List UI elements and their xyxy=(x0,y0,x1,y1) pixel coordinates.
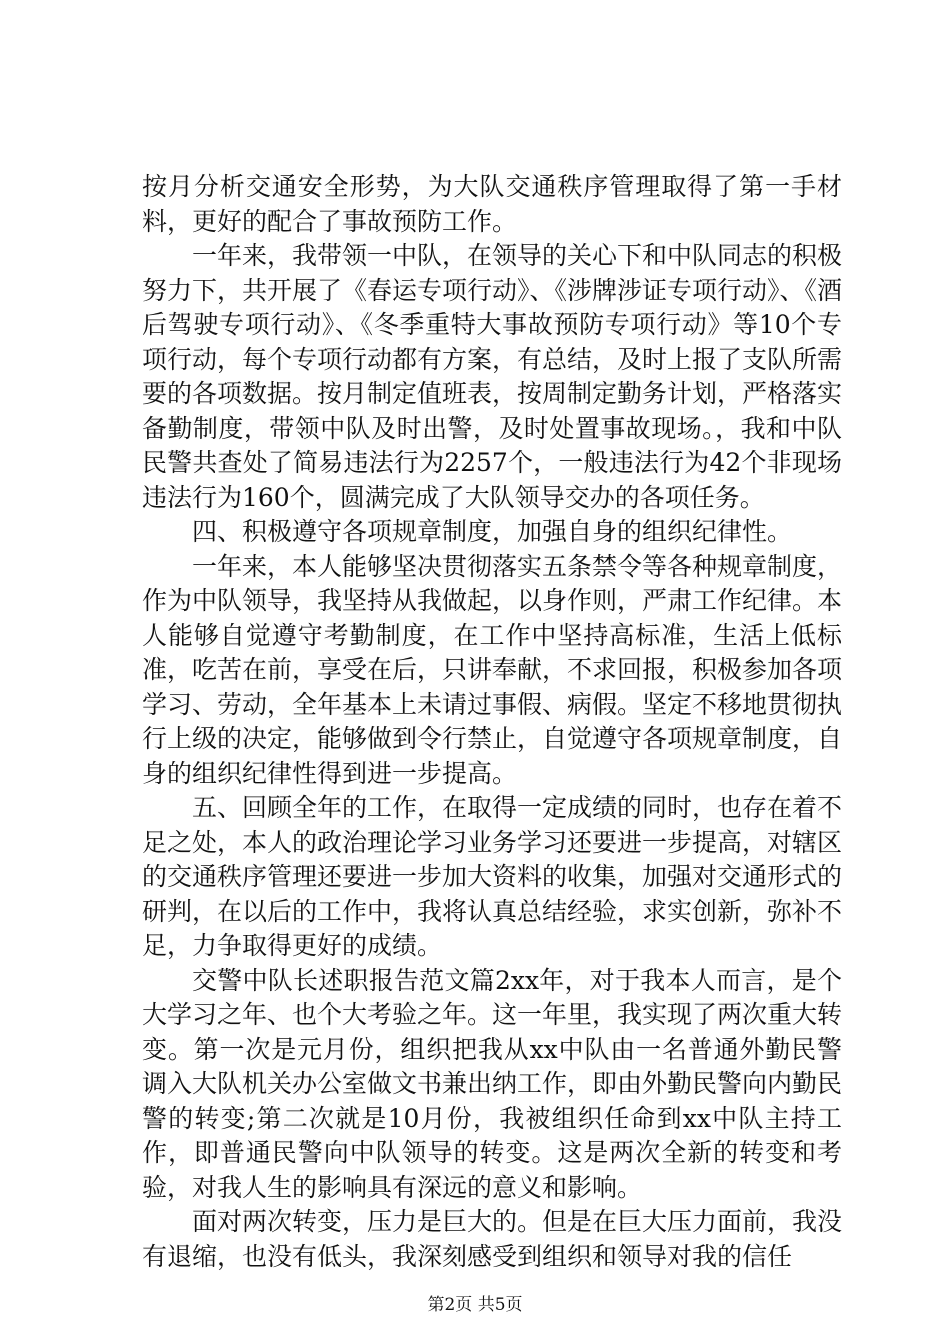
paragraph-1: 按月分析交通安全形势，为大队交通秩序管理取得了第一手材料，更好的配合了事故预防工作。 xyxy=(142,172,842,236)
page-footer: 第2页 共5页 xyxy=(427,1295,523,1315)
paragraph-6: 交警中队长述职报告范文篇2xx年，对于我本人而言，是个大学习之年、也个大考验之年。这一年里，我实现了两次重大转变。第一次是元月份，组织把我从xx中队由一名普通外勤民警调入大队机关办公室做文书兼出纳工作，即由外勤民警向内勤民警的转变;第二次就是10月份，我被组织任命到xx中队主持工作，即普通民警向中队领导的转变。这是两次全新的转变和考验，对我人生的影响具有深远的意义和影响。 xyxy=(142,965,843,1202)
paragraph-3-heading: 四、积极遵守各项规章制度，加强自身的组织纪律性。 xyxy=(192,517,793,546)
paragraph-4: 一年来，本人能够坚决贯彻落实五条禁令等各种规章制度，作为中队领导，我坚持从我做起，以身作则，严肃工作纪律。本人能够自觉遵守考勤制度，在工作中坚持高标准，生活上低标准，吃苦在前，享受在后，只讲奉献，不求回报，积极参加各项学习、劳动，全年基本上未请过事假、病假。坚定不移地贯彻执行上级的决定，能够做到令行禁止，自觉遵守各项规章制度，自身的组织纪律性得到进一步提高。 xyxy=(142,551,843,788)
paragraph-5: 五、回顾全年的工作，在取得一定成绩的同时，也存在着不足之处，本人的政治理论学习业务学习还要进一步提高，对辖区的交通秩序管理还要进一步加大资料的收集，加强对交通形式的研判，在以后的工作中，我将认真总结经验，求实创新，弥补不足，力争取得更好的成绩。 xyxy=(142,793,843,960)
document-body xyxy=(142,170,842,1274)
paragraph-7: 面对两次转变，压力是巨大的。但是在巨大压力面前，我没有退缩，也没有低头，我深刻感受到组织和领导对我的信任 xyxy=(142,1207,843,1271)
paragraph-2: 一年来，我带领一中队，在领导的关心下和中队同志的积极努力下，共开展了《春运专项行动》、《涉牌涉证专项行动》、《酒后驾驶专项行动》、《冬季重特大事故预防专项行动》等10个专项行动，每个专项行动都有方案，有总结，及时上报了支队所需要的各项数据。按月制定值班表，按周制定勤务计划，严格落实备勤制度，带领中队及时出警，及时处置事故现场。，我和中队民警共查处了简易违法行为2257个，一般违法行为42个非现场违法行为160个，圆满完成了大队领导交办的各项任务。 xyxy=(142,241,843,512)
